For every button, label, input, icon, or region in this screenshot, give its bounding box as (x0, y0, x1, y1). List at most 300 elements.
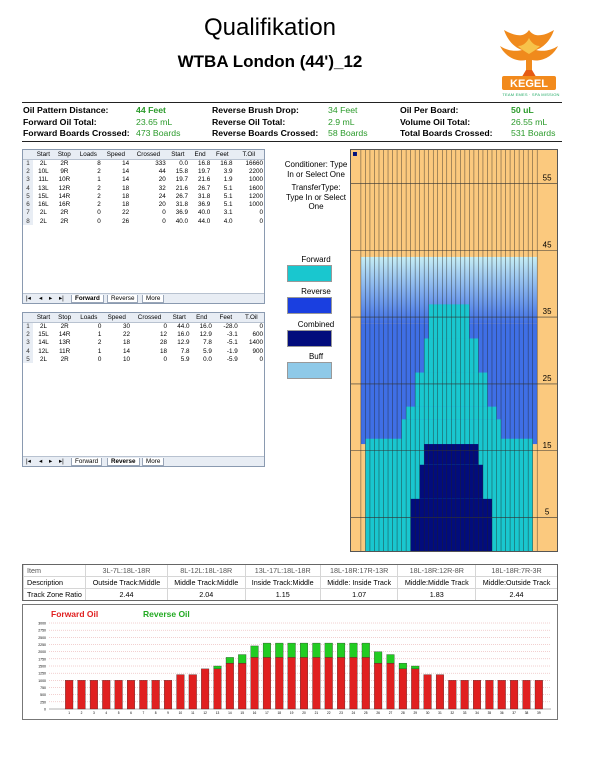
reverse-oil-bar (350, 643, 358, 657)
table-cell[interactable]: 5.1 (223, 201, 233, 209)
zone-row-label: Item (24, 565, 86, 577)
table-cell[interactable]: -5.1 (226, 339, 238, 347)
column-header[interactable]: Speed (102, 150, 130, 159)
x-tick-label: 6 (130, 711, 132, 715)
zone-row-label: Track Zone Ratio (24, 588, 86, 600)
legend-combined-swatch (287, 330, 332, 347)
x-tick-label: 7 (142, 711, 145, 715)
forward-oil-bar (251, 657, 259, 709)
table-cell[interactable]: 2R (60, 209, 69, 217)
distance-label: 25 (542, 373, 552, 383)
x-tick-label: 21 (314, 711, 319, 715)
reverse-table-row[interactable] (23, 355, 264, 363)
distance-label: 35 (542, 307, 552, 317)
table-cell[interactable]: 8 (97, 159, 101, 167)
column-header[interactable]: Stop (54, 313, 75, 322)
table-cell[interactable]: 0 (162, 217, 166, 225)
table-cell[interactable]: 31.8 (197, 192, 211, 200)
table-cell[interactable]: 40.0 (175, 217, 188, 225)
forward-oil-total-value: 23.65 mL (136, 116, 173, 127)
column-header[interactable] (23, 150, 33, 159)
table-cell[interactable]: 2R (60, 355, 69, 363)
x-tick-label: 15 (240, 711, 244, 715)
column-header[interactable]: T.Oil (233, 150, 264, 159)
table-cell[interactable]: 21.6 (197, 176, 211, 184)
tab-reverse[interactable]: Reverse (107, 458, 140, 466)
forward-oil-bar (189, 675, 197, 709)
table-cell[interactable]: 12.9 (177, 339, 190, 347)
forward-oil-bar (473, 680, 481, 709)
table-cell[interactable]: 1000 (248, 176, 263, 184)
forward-oil-bar (263, 657, 271, 709)
reverse-table-row[interactable] (23, 322, 264, 330)
distance-label: 5 (544, 507, 550, 517)
distance-label: 45 (542, 240, 552, 250)
zone-cell: 2.44 (86, 588, 168, 600)
table-cell[interactable]: 44 (158, 167, 166, 175)
x-tick-label: 20 (302, 711, 306, 715)
stats-divider (22, 141, 562, 142)
table-cell[interactable]: 0 (259, 217, 263, 225)
table-cell[interactable]: 14 (122, 176, 130, 184)
table-cell[interactable]: 1400 (248, 339, 263, 347)
volume-oil-total-value: 26.55 mL (511, 116, 548, 127)
x-tick-label: 36 (499, 711, 504, 715)
y-tick-label: 0 (44, 707, 46, 712)
column-header[interactable]: T.Oil (239, 313, 264, 322)
logo-tagline: TEAM EMES · SPA MISSION (502, 92, 560, 97)
table-cell[interactable]: 5.1 (223, 192, 233, 200)
zone-cell: 18L-18R:7R-3R (476, 565, 557, 577)
table-cell[interactable]: 1200 (248, 192, 263, 200)
table-cell[interactable]: 0 (163, 322, 167, 330)
reverse-brush-drop-value: 34 Feet (328, 105, 358, 115)
table-cell[interactable]: 12L (38, 347, 49, 355)
x-tick-label: 34 (475, 711, 479, 715)
table-cell[interactable]: 16.0 (199, 322, 212, 330)
table-cell[interactable]: 0 (97, 322, 102, 330)
forward-oil-bar (399, 669, 407, 709)
forward-table-row[interactable] (23, 184, 264, 192)
table-cell[interactable]: 13L (38, 184, 49, 192)
table-cell[interactable]: 11L (38, 176, 49, 184)
table-cell[interactable]: 18 (123, 339, 131, 347)
oil-per-board-label: Oil Per Board: (400, 105, 459, 115)
table-cell[interactable]: 15.8 (175, 167, 188, 175)
table-cell[interactable]: 15L (38, 330, 49, 338)
zone-cell: 2.04 (167, 588, 245, 600)
table-cell[interactable]: 19.7 (175, 176, 188, 184)
header-divider (22, 102, 562, 103)
forward-oil-bar (115, 680, 123, 709)
x-tick-label: 4 (105, 711, 108, 715)
prev-record-icon[interactable]: ◂ (39, 295, 43, 302)
forward-table-row[interactable] (23, 192, 264, 200)
reverse-table (23, 313, 264, 363)
pin-marker (353, 152, 357, 156)
table-cell[interactable]: 3.1 (223, 209, 233, 217)
table-cell[interactable]: 2R (60, 159, 69, 167)
table-cell[interactable]: 26.7 (175, 192, 188, 200)
table-cell[interactable]: 31.8 (175, 201, 188, 209)
table-cell[interactable]: 28 (159, 339, 167, 347)
table-cell[interactable]: 3.9 (223, 167, 233, 175)
table-cell[interactable]: 0 (259, 209, 263, 217)
reverse-boards-crossed-value: 58 Boards (328, 128, 368, 138)
table-cell[interactable]: 14 (122, 159, 130, 167)
legend-buff-swatch (287, 362, 332, 379)
last-record-icon[interactable]: ▸| (59, 458, 64, 465)
x-tick-label: 22 (326, 711, 331, 715)
table-cell[interactable]: 14L (38, 339, 49, 347)
reverse-oil-bar (399, 663, 407, 669)
x-tick-label: 38 (524, 711, 529, 715)
column-header[interactable]: Feet (213, 313, 239, 322)
y-tick-label: 1750 (38, 657, 46, 662)
table-cell[interactable]: 2L (39, 159, 47, 167)
zone-cell: Inside Track:Middle (245, 577, 320, 589)
oil-pattern-distance-value: 44 Feet (136, 105, 166, 115)
y-tick-label: 1250 (38, 671, 46, 676)
y-tick-label: 3000 (38, 621, 46, 626)
reverse-oil-bar (374, 652, 382, 663)
x-tick-label: 5 (117, 711, 120, 715)
table-cell[interactable]: 0 (163, 355, 167, 363)
row-index: 8 (23, 217, 33, 225)
forward-oil-bar (325, 657, 333, 709)
forward-oil-bar (164, 680, 172, 709)
forward-oil-bar (275, 657, 283, 709)
first-record-icon[interactable]: |◂ (26, 295, 31, 302)
forward-oil-bar (337, 657, 345, 709)
tab-forward[interactable]: Forward (71, 458, 102, 466)
zone-cell: 1.07 (320, 588, 398, 600)
distance-label: 55 (542, 173, 552, 183)
reverse-oil-bar (411, 666, 419, 669)
x-tick-label: 26 (376, 711, 380, 715)
table-cell[interactable]: 21.6 (175, 184, 188, 192)
table-cell[interactable]: 30 (123, 322, 131, 330)
forward-oil-bar (127, 680, 135, 709)
table-cell[interactable]: 1 (97, 176, 101, 184)
table-cell[interactable]: 0 (97, 355, 102, 363)
forward-oil-bar (238, 663, 246, 709)
page-title: Qualifikation (203, 14, 337, 41)
transfer-type-text: TransferType: Type In or Select One (285, 183, 347, 211)
table-cell[interactable]: 1 (97, 330, 102, 338)
oil-bar-chart (22, 604, 558, 720)
reverse-oil-bar (325, 643, 333, 657)
forward-oil-bar (535, 680, 543, 709)
table-cell[interactable]: 2L (39, 217, 47, 225)
y-tick-label: 2750 (38, 628, 46, 633)
x-tick-label: 10 (178, 711, 183, 715)
table-cell[interactable]: 13R (58, 339, 71, 347)
x-tick-label: 24 (351, 711, 356, 715)
forward-tabbar (23, 293, 264, 303)
reverse-tabbar (23, 456, 264, 466)
reverse-oil-bar (275, 643, 283, 657)
reverse-oil-bar (238, 655, 246, 664)
table-cell[interactable]: 20 (158, 176, 166, 184)
table-cell[interactable]: 40.0 (197, 209, 211, 217)
zone-cell: 13L-17L:18L-18R (245, 565, 320, 577)
column-header[interactable]: Loads (75, 150, 102, 159)
table-cell[interactable]: 16L (38, 201, 49, 209)
table-cell[interactable]: 900 (252, 347, 263, 355)
table-cell[interactable]: 16.0 (177, 330, 190, 338)
column-header[interactable] (23, 313, 33, 322)
reverse-oil-bar (288, 643, 296, 657)
zone-cell: 18L-18R:12R-8R (398, 565, 476, 577)
column-header[interactable]: Crossed (130, 150, 167, 159)
column-header[interactable]: Loads (75, 313, 102, 322)
table-cell[interactable]: 333 (155, 159, 166, 167)
table-cell[interactable]: 18 (122, 184, 130, 192)
table-cell[interactable]: 36.9 (197, 201, 211, 209)
table-cell[interactable]: 10R (58, 176, 71, 184)
table-cell[interactable]: 16660 (245, 159, 263, 167)
table-cell[interactable]: 20 (158, 201, 166, 209)
table-cell[interactable]: 0.0 (179, 159, 188, 167)
forward-oil-bar (461, 680, 469, 709)
forward-table-row[interactable] (23, 209, 264, 217)
legend-forward-oil: Forward Oil (51, 609, 99, 619)
y-tick-label: 1500 (38, 664, 46, 669)
x-tick-label: 33 (462, 711, 467, 715)
forward-table (23, 150, 264, 225)
forward-oil-bar (288, 657, 296, 709)
x-tick-label: 16 (252, 711, 257, 715)
table-cell[interactable]: 12R (58, 184, 71, 192)
oil-per-board-value: 50 uL (511, 105, 534, 115)
table-cell[interactable]: 22 (123, 330, 131, 338)
zone-cell: 1.83 (398, 588, 476, 600)
zone-cell: Middle: Inside Track (320, 577, 398, 589)
first-record-icon[interactable]: |◂ (26, 458, 31, 465)
table-cell[interactable]: 14 (123, 347, 131, 355)
row-index: 1 (23, 322, 33, 330)
forward-table-panel (22, 149, 265, 304)
legend-reverse-label: Reverse (301, 287, 331, 296)
row-index: 2 (23, 330, 33, 338)
y-tick-label: 2250 (38, 643, 46, 647)
table-cell[interactable]: 18 (122, 201, 130, 209)
tab-more[interactable]: More (142, 295, 164, 303)
zone-cell: Middle:Middle Track (398, 577, 476, 589)
table-cell[interactable]: 26 (122, 217, 130, 225)
forward-oil-bar (350, 657, 358, 709)
column-header[interactable]: Crossed (131, 313, 168, 322)
volume-oil-total-label: Volume Oil Total: (400, 116, 471, 127)
table-cell[interactable]: 9R (60, 167, 69, 175)
prev-record-icon[interactable]: ◂ (39, 458, 43, 465)
table-cell[interactable]: 600 (252, 330, 263, 338)
table-cell[interactable]: 18 (122, 192, 130, 200)
forward-boards-crossed-label: Forward Boards Crossed: (23, 128, 130, 138)
table-cell[interactable]: 14 (122, 167, 130, 175)
reverse-oil-total-label: Reverse Oil Total: (212, 116, 286, 127)
reverse-table-row[interactable] (23, 330, 264, 338)
table-cell[interactable]: 16R (58, 201, 71, 209)
x-tick-label: 12 (203, 711, 207, 715)
table-cell[interactable]: 44.0 (177, 322, 190, 330)
forward-oil-total-label: Forward Oil Total: (23, 116, 97, 127)
table-cell[interactable]: 5.9 (180, 355, 190, 363)
table-cell[interactable]: 36.9 (175, 209, 188, 217)
table-cell[interactable]: 1 (97, 347, 102, 355)
table-cell[interactable]: 1000 (248, 201, 263, 209)
table-cell[interactable]: 2R (60, 217, 69, 225)
table-cell[interactable]: 16.8 (197, 159, 211, 167)
table-cell[interactable]: 26.7 (197, 184, 211, 192)
x-tick-label: 3 (93, 711, 95, 715)
table-cell[interactable]: 16.8 (220, 159, 233, 167)
legend-combined-label: Combined (297, 320, 335, 329)
table-cell[interactable]: 2L (39, 355, 47, 363)
column-header[interactable]: Start (33, 313, 54, 322)
forward-oil-bar (387, 663, 395, 709)
table-cell[interactable]: 5.9 (203, 347, 212, 355)
table-cell[interactable]: 24 (158, 192, 166, 200)
forward-oil-bar (201, 669, 209, 709)
x-tick-label: 23 (339, 711, 343, 715)
table-cell[interactable]: 0 (162, 209, 166, 217)
forward-oil-bar (448, 680, 456, 709)
x-tick-label: 19 (289, 711, 294, 715)
table-cell[interactable]: 0 (259, 322, 263, 330)
last-record-icon[interactable]: ▸| (59, 295, 64, 302)
row-index: 4 (23, 347, 33, 355)
table-cell[interactable]: -3.1 (226, 330, 238, 338)
conditioner-info (282, 160, 350, 212)
column-header[interactable]: Start (168, 313, 190, 322)
table-cell[interactable]: 11R (59, 347, 71, 355)
column-header[interactable]: Feet (211, 150, 233, 159)
total-boards-crossed-value: 531 Boards (511, 128, 556, 138)
table-cell[interactable]: -28.0 (223, 322, 238, 330)
table-cell[interactable]: 14R (58, 330, 71, 338)
table-cell[interactable]: -1.9 (226, 347, 238, 355)
table-cell[interactable]: 1.9 (223, 176, 233, 184)
x-tick-label: 28 (401, 711, 405, 715)
table-cell[interactable]: 18 (159, 347, 167, 355)
forward-oil-bar (411, 669, 419, 709)
table-cell[interactable]: 0 (97, 217, 101, 225)
table-cell[interactable]: 4.0 (223, 217, 233, 225)
column-header[interactable]: End (189, 150, 211, 159)
zone-cell: 3L-7L:18L-18R (86, 565, 168, 577)
track-zone-table (22, 564, 558, 601)
lane-forward-block (429, 304, 470, 338)
row-index: 1 (23, 159, 33, 167)
pattern-name: WTBA London (44')_12 (177, 52, 363, 71)
table-cell[interactable]: 0 (259, 355, 263, 363)
row-index: 3 (23, 176, 33, 184)
table-cell[interactable]: -5.9 (226, 355, 238, 363)
table-cell[interactable]: 14R (58, 192, 71, 200)
column-header[interactable]: Stop (54, 150, 75, 159)
zone-cell: Middle:Outside Track (476, 577, 557, 589)
zone-cell: 2.44 (476, 588, 557, 600)
table-cell[interactable]: 7.8 (203, 339, 212, 347)
next-record-icon[interactable]: ▸ (49, 295, 53, 302)
table-cell[interactable]: 0 (97, 209, 101, 217)
table-cell[interactable]: 2R (60, 322, 69, 330)
row-index: 2 (23, 167, 33, 175)
forward-table-row[interactable] (23, 200, 264, 208)
x-tick-label: 11 (191, 711, 195, 715)
reverse-oil-bar (226, 657, 234, 663)
tab-forward[interactable]: Forward (71, 295, 104, 303)
reverse-oil-bar (337, 643, 345, 657)
table-cell[interactable]: 1600 (248, 184, 263, 192)
table-cell[interactable]: 2 (97, 339, 102, 347)
table-cell[interactable]: 15L (38, 192, 49, 200)
reverse-table-row[interactable] (23, 339, 264, 347)
column-header[interactable]: End (190, 313, 212, 322)
x-tick-label: 9 (167, 711, 169, 715)
row-index: 3 (23, 339, 33, 347)
x-tick-label: 1 (68, 711, 71, 715)
column-header[interactable]: Start (33, 150, 54, 159)
forward-table-row[interactable] (23, 176, 264, 184)
table-cell[interactable]: 10 (123, 355, 131, 363)
forward-table-row[interactable] (23, 167, 264, 175)
x-tick-label: 13 (215, 711, 220, 715)
table-cell[interactable]: 7.8 (180, 347, 190, 355)
tab-more[interactable]: More (142, 458, 164, 466)
kegel-logo (496, 24, 562, 98)
table-cell[interactable]: 32 (158, 184, 166, 192)
tab-reverse[interactable]: Reverse (107, 295, 138, 303)
forward-oil-bar (214, 669, 222, 709)
row-index: 4 (23, 184, 33, 192)
row-index: 7 (23, 209, 33, 217)
reverse-oil-bar (263, 643, 271, 657)
x-tick-label: 30 (425, 711, 430, 715)
forward-oil-bar (424, 675, 432, 709)
column-header[interactable]: Speed (102, 313, 131, 322)
table-cell[interactable]: 5.1 (223, 184, 233, 192)
table-cell[interactable]: 2 (97, 167, 101, 175)
table-cell[interactable]: 2200 (248, 167, 263, 175)
table-cell[interactable]: 0.0 (203, 355, 212, 363)
next-record-icon[interactable]: ▸ (49, 458, 53, 465)
table-cell[interactable]: 19.7 (197, 167, 211, 175)
forward-oil-bar (498, 680, 506, 709)
table-cell[interactable]: 12.9 (199, 330, 212, 338)
table-cell[interactable]: 2 (97, 184, 101, 192)
table-cell[interactable]: 2 (97, 201, 101, 209)
table-cell[interactable]: 22 (122, 209, 130, 217)
x-tick-label: 39 (537, 711, 541, 715)
forward-table-row[interactable] (23, 159, 264, 167)
reverse-table-row[interactable] (23, 347, 264, 355)
forward-table-row[interactable] (23, 217, 264, 225)
table-cell[interactable]: 12 (159, 330, 167, 338)
legend-buff-label: Buff (308, 352, 324, 361)
table-cell[interactable]: 2L (39, 209, 47, 217)
x-tick-label: 2 (80, 711, 83, 715)
table-cell[interactable]: 44.0 (197, 217, 211, 225)
reverse-oil-total-value: 2.9 mL (328, 116, 355, 127)
table-cell[interactable]: 2L (39, 322, 47, 330)
table-cell[interactable]: 10L (38, 167, 49, 175)
column-header[interactable]: Start (167, 150, 189, 159)
table-cell[interactable]: 2 (97, 192, 101, 200)
row-index: 5 (23, 192, 33, 200)
